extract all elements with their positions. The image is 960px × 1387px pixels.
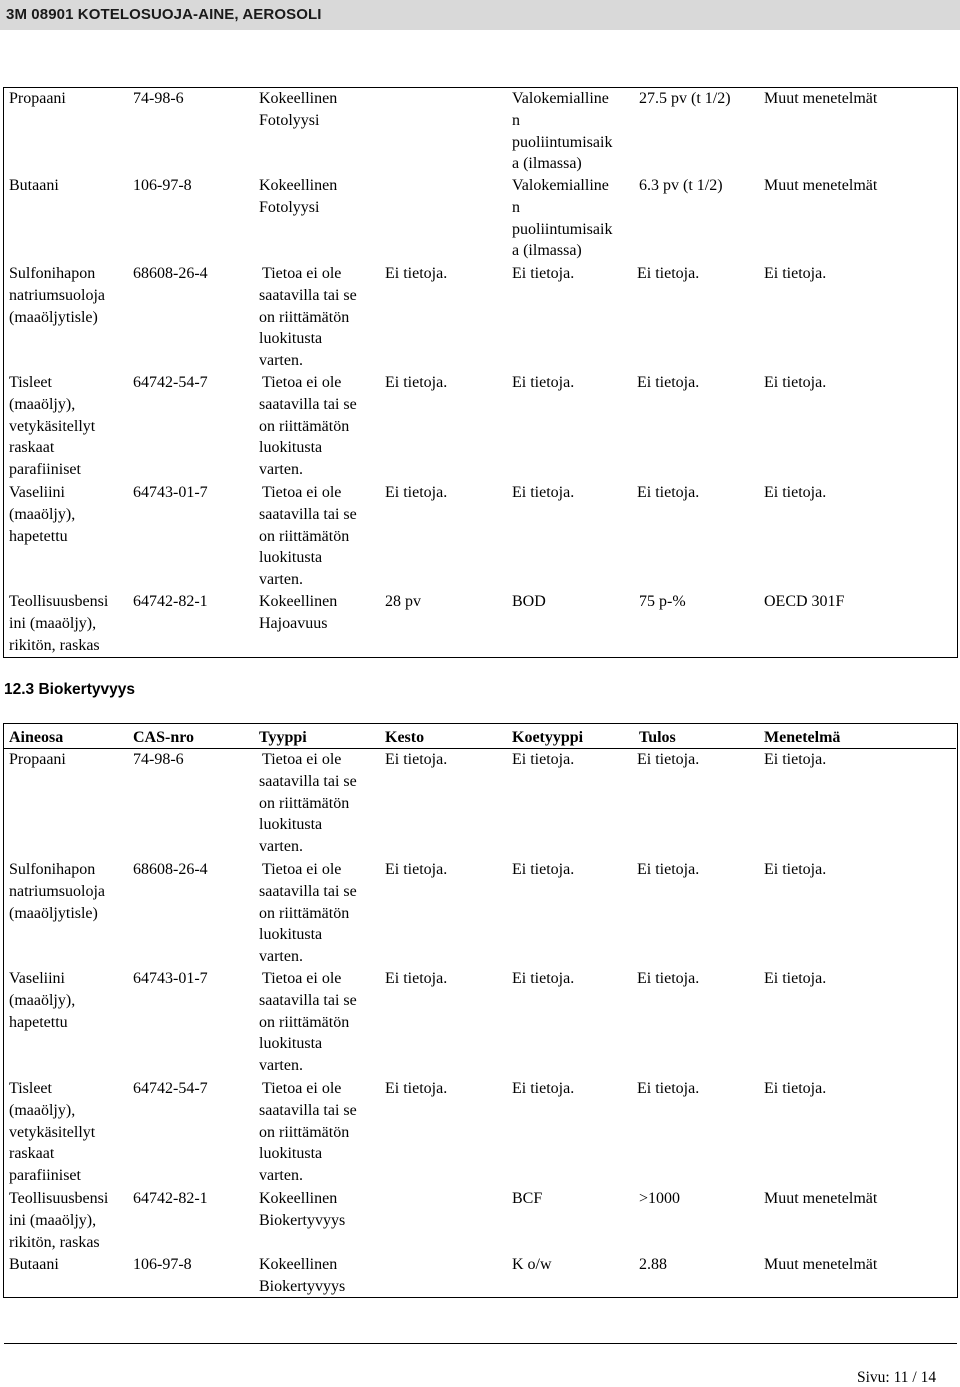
cell-type: saatavilla tai se [259,1101,357,1119]
cell-result: Ei tietoja. [637,751,700,768]
cell-type: Kokeellinen [259,593,338,610]
column-header: Koetyyppi [512,729,584,746]
cell-substance: (maaöljy), [9,1101,76,1119]
cell-type: Kokeellinen [259,90,338,107]
cell-type: luokitusta [259,816,323,834]
cell-substance: (maaöljy), [9,395,76,413]
cell-result: Ei tietoja. [637,265,700,282]
cell-type: saatavilla tai se [259,286,357,304]
cell-substance: natriumsuoloja [9,286,105,304]
cell-cas: 64742-54-7 [133,1080,208,1097]
cell-test-type: Ei tietoja. [512,751,575,768]
cell-substance: Sulfonihapon [9,265,96,282]
cell-test-type: puoliintumisaik [512,133,613,151]
cell-substance: (maaöljy), [9,505,76,523]
cell-substance: (maaöljy), [9,991,76,1009]
cell-test-type: Ei tietoja. [512,861,575,878]
cell-test-type: BOD [512,593,546,610]
cell-result: Ei tietoja. [637,861,700,878]
cell-method: Ei tietoja. [764,861,827,878]
cell-type: varten. [259,571,303,589]
cell-substance: Teollisuusbensi [9,1190,109,1207]
cell-result: >1000 [639,1190,681,1207]
cell-method: Ei tietoja. [764,374,827,391]
cell-type: on riittämätön [259,794,350,812]
cell-substance: rikitön, raskas [9,636,100,654]
cell-type: on riittämätön [259,1013,350,1031]
cell-substance: vetykäsitellyt [9,1123,96,1141]
cell-type: Hajoavuus [259,614,328,632]
cell-type: Tietoa ei ole [262,484,342,501]
cell-result: Ei tietoja. [637,1080,700,1097]
cell-test-type: K o/w [512,1256,552,1273]
cell-cas: 74-98-6 [133,90,184,107]
cell-result: Ei tietoja. [637,374,700,391]
column-header: Tyyppi [259,729,307,746]
cell-test-type: a (ilmassa) [512,155,582,173]
cell-type: on riittämätön [259,527,350,545]
cell-cas: 74-98-6 [133,751,184,768]
cell-substance: raskaat [9,439,55,457]
cell-method: Ei tietoja. [764,265,827,282]
cell-method: Ei tietoja. [764,751,827,768]
cell-type: luokitusta [259,330,323,348]
cell-substance: natriumsuoloja [9,882,105,900]
column-header: Tulos [639,729,676,746]
cell-test-type: Ei tietoja. [512,970,575,987]
cell-substance: Butaani [9,177,59,194]
cell-substance: rikitön, raskas [9,1233,100,1251]
cell-type: varten. [259,1057,303,1075]
cell-result: Ei tietoja. [637,484,700,501]
cell-type: Tietoa ei ole [262,861,342,878]
cell-test-type: Ei tietoja. [512,374,575,391]
cell-cas: 64742-82-1 [133,1190,208,1207]
cell-type: luokitusta [259,1145,323,1163]
cell-substance: Tisleet [9,1080,52,1097]
cell-test-type: Ei tietoja. [512,484,575,501]
cell-duration: Ei tietoja. [385,484,448,501]
cell-test-type: Ei tietoja. [512,265,575,282]
cell-test-type: BCF [512,1190,543,1207]
cell-substance: hapetettu [9,527,68,545]
cell-cas: 64743-01-7 [133,484,208,501]
cell-type: luokitusta [259,439,323,457]
cell-cas: 64742-82-1 [133,593,208,610]
cell-result: 75 p-% [639,593,686,610]
cell-type: on riittämätön [259,1123,350,1141]
page-number: Sivu: 11 / 14 [857,1369,937,1386]
section-title: 12.3 Biokertyvyys [4,681,135,698]
cell-type: Tietoa ei ole [262,265,342,282]
cell-type: Kokeellinen [259,1256,338,1273]
cell-type: saatavilla tai se [259,395,357,413]
cell-type: varten. [259,948,303,966]
cell-duration: Ei tietoja. [385,374,448,391]
cell-type: Kokeellinen [259,1190,338,1207]
cell-type: Fotolyysi [259,198,320,216]
cell-substance: Butaani [9,1256,59,1273]
cell-type: varten. [259,838,303,856]
cell-test-type: Valokemialline [512,90,609,107]
cell-type: luokitusta [259,1035,323,1053]
cell-type: Biokertyvyys [259,1277,346,1295]
cell-result: 27.5 pv (t 1/2) [639,90,731,107]
cell-type: varten. [259,1167,303,1185]
cell-cas: 64742-54-7 [133,374,208,391]
cell-method: Muut menetelmät [764,177,878,194]
cell-substance: Propaani [9,751,66,768]
cell-result: 6.3 pv (t 1/2) [639,177,723,194]
cell-cas: 68608-26-4 [133,861,208,878]
cell-type: luokitusta [259,549,323,567]
cell-type: saatavilla tai se [259,991,357,1009]
column-header: CAS-nro [133,729,195,746]
cell-substance: (maaöljytisle) [9,904,98,922]
column-header: Aineosa [9,729,64,746]
cell-result: 2.88 [639,1256,667,1273]
column-header: Kesto [385,729,425,746]
cell-cas: 106-97-8 [133,177,192,194]
cell-substance: Teollisuusbensi [9,593,109,610]
cell-duration: Ei tietoja. [385,970,448,987]
cell-cas: 106-97-8 [133,1256,192,1273]
cell-test-type: n [512,111,520,129]
cell-type: Tietoa ei ole [262,970,342,987]
document-title: 3M 08901 KOTELOSUOJA-AINE, AEROSOLI [6,6,322,23]
cell-substance: parafiiniset [9,1167,81,1185]
cell-method: Ei tietoja. [764,970,827,987]
cell-test-type: n [512,198,520,216]
cell-substance: ini (maaöljy), [9,614,97,632]
cell-method: Muut menetelmät [764,90,878,107]
cell-substance: parafiiniset [9,461,81,479]
cell-type: on riittämätön [259,904,350,922]
cell-duration: 28 pv [385,593,421,610]
cell-type: Tietoa ei ole [262,751,342,768]
column-header: Menetelmä [764,729,841,746]
cell-cas: 64743-01-7 [133,970,208,987]
cell-substance: hapetettu [9,1013,68,1031]
cell-type: Fotolyysi [259,111,320,129]
cell-method: Ei tietoja. [764,1080,827,1097]
cell-test-type: a (ilmassa) [512,242,582,260]
cell-substance: Vaseliini [9,970,65,987]
cell-substance: Vaseliini [9,484,65,501]
cell-duration: Ei tietoja. [385,1080,448,1097]
cell-substance: Propaani [9,90,66,107]
bioaccumulation-table [3,723,958,1298]
cell-type: varten. [259,352,303,370]
cell-type: varten. [259,461,303,479]
cell-type: Tietoa ei ole [262,374,342,391]
cell-substance: Tisleet [9,374,52,391]
cell-type: Kokeellinen [259,177,338,194]
cell-duration: Ei tietoja. [385,265,448,282]
degradability-table [3,87,958,658]
cell-type: on riittämätön [259,417,350,435]
cell-test-type: puoliintumisaik [512,220,613,238]
cell-type: saatavilla tai se [259,505,357,523]
cell-type: saatavilla tai se [259,882,357,900]
cell-duration: Ei tietoja. [385,861,448,878]
cell-type: Biokertyvyys [259,1211,346,1229]
cell-result: Ei tietoja. [637,970,700,987]
cell-method: OECD 301F [764,593,845,610]
cell-cas: 68608-26-4 [133,265,208,282]
cell-test-type: Ei tietoja. [512,1080,575,1097]
footer-divider [4,1343,957,1344]
cell-method: Muut menetelmät [764,1256,878,1273]
cell-method: Muut menetelmät [764,1190,878,1207]
cell-method: Ei tietoja. [764,484,827,501]
cell-duration: Ei tietoja. [385,751,448,768]
cell-type: luokitusta [259,926,323,944]
cell-substance: raskaat [9,1145,55,1163]
cell-test-type: Valokemialline [512,177,609,194]
cell-type: on riittämätön [259,308,350,326]
cell-substance: vetykäsitellyt [9,417,96,435]
cell-substance: Sulfonihapon [9,861,96,878]
cell-type: saatavilla tai se [259,772,357,790]
cell-substance: ini (maaöljy), [9,1211,97,1229]
cell-type: Tietoa ei ole [262,1080,342,1097]
cell-substance: (maaöljytisle) [9,308,98,326]
